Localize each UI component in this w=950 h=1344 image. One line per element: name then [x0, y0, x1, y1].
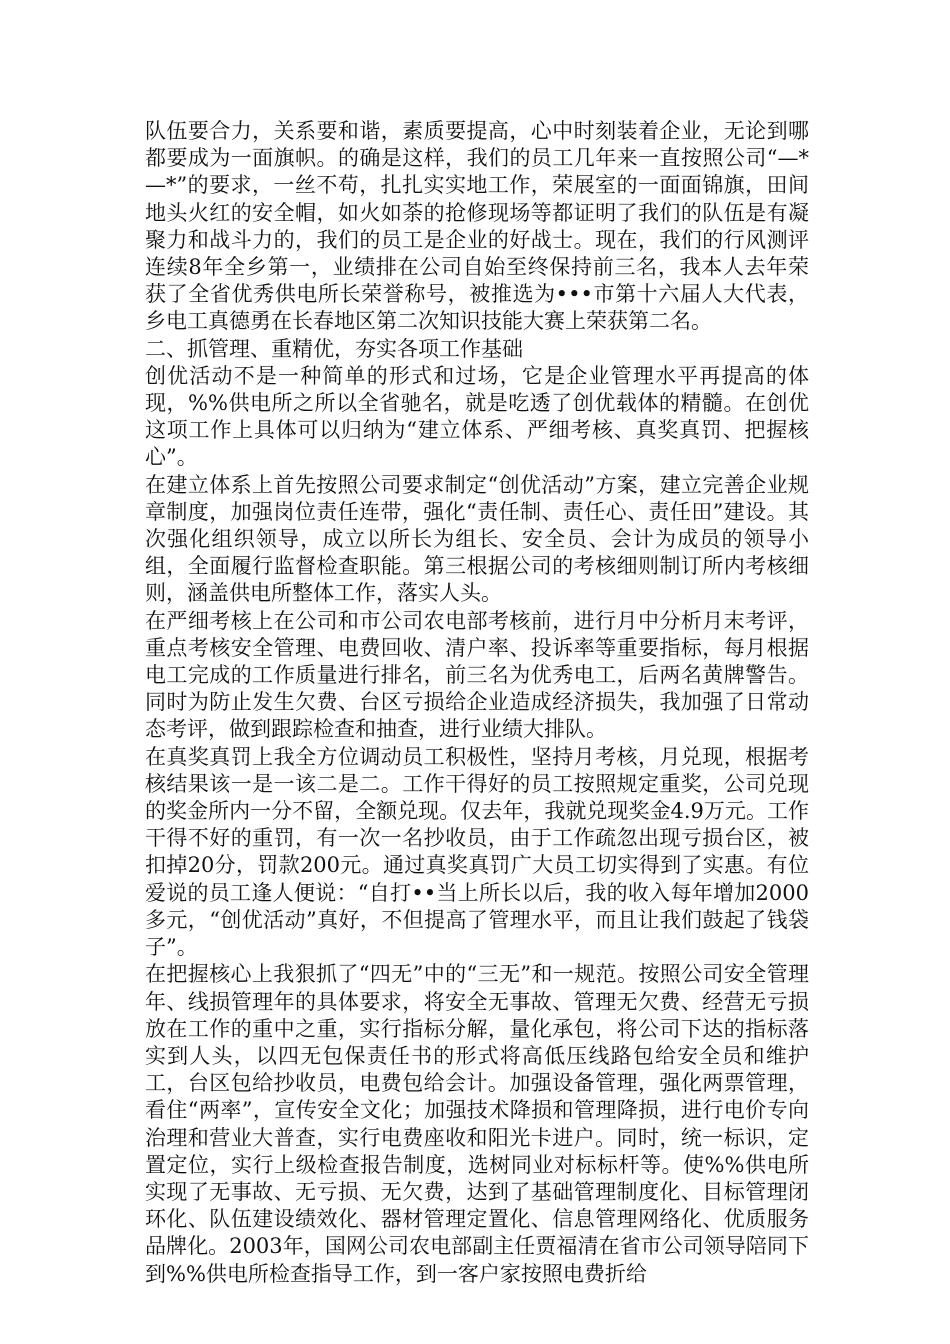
section-heading-management: 二、抓管理、重精优，夯实各项工作基础 — [145, 336, 523, 361]
paragraph-rewards-penalties: 在真奖真罚上我全方位调动员工积极性，坚持月考核，月兑现，根据考核结果该一是一该二是二。工作干得好的员工按照规定重奖，公司兑现的奖金所内一分不留，全额兑现。仅去年，我就兑现奖金4.9万元。工作干得不好的重罚，有一次一名抄收员，由于工作疏忽出现亏损台区，被扣掉20分，罚款200元。通过真奖真罚广大员工切实得到了实惠。有位爱说的员工逢人便说：“自打••当上所长以后，我的收入每年增加2000多元，“创优活动”真好，不但提高了管理水平，而且让我们鼓起了钱袋子”。 — [145, 744, 809, 960]
paragraph-system-building: 在建立体系上首先按照公司要求制定“创优活动”方案，建立完善企业规章制度，加强岗位责任连带，强化“责任制、责任心、责任田”建设。其次强化组织领导，成立以所长为组长、安全员、会计为成员的领导小组，全面履行监督检查职能。第三根据公司的考核细则制订所内考核细则，涵盖供电所整体工作，落实人头。 — [145, 472, 809, 606]
paragraph-core-focus: 在把握核心上我狠抓了“四无”中的“三无”和一规范。按照公司安全管理年、线损管理年的具体要求，将安全无事故、管理无欠费、经营无亏损放在工作的重中之重，实行指标分解，量化承包，将公司下达的指标落实到人头，以四无包保责任书的形式将高低压线路包给安全员和维护工，台区包给抄收员，电费包给会计。加强设备管理，强化两票管理，看住“两率”，宣传安全文化；加强技术降损和管理降损，进行电价专向治理和营业大普查，实行电费座收和阳光卡进户。同时，统一标识，定置定位，实行上级检查报告制度，选树同业对标标杆等。使%%供电所实现了无事故、无亏损、无欠费，达到了基础管理制度化、目标管理闭环化、队伍建设绩效化、器材管理定置化、信息管理网络化、优质服务品牌化。2003年，国网公司农电部副主任贾福清在省市公司领导陪同下到%%供电所检查指导工作，到一客户家按照电费折给 — [145, 962, 809, 1286]
paragraph-strict-assessment: 在严细考核上在公司和市公司农电部考核前，进行月中分析月末考评，重点考核安全管理、电费回收、清户率、投诉率等重要指标，每月根据电工完成的工作质量进行排名，前三名为优秀电工，后两名黄牌警告。同时为防止发生欠费、台区亏损给企业造成经济损失，我加强了日常动态考评，做到跟踪检查和抽查，进行业绩大排队。 — [145, 608, 809, 742]
paragraph-team-spirit: 队伍要合力，关系要和谐，素质要提高，心中时刻装着企业，无论到哪都要成为一面旗帜。的确是这样，我们的员工几年来一直按照公司“—*—*”的要求，一丝不苟，扎扎实实地工作，荣展室的一面面锦旗，田间地头火红的安全帽，如火如荼的抢修现场等都证明了我们的队伍是有凝聚力和战斗力的，我们的员工是企业的好战士。现在，我们的行风测评连续8年全乡第一，业绩排在公司自始至终保持前三名，我本人去年荣获了全省优秀供电所长荣誉称号，被推选为•••市第十六届人大代表，乡电工真德勇在长春地区第二次知识技能大赛上荣获第二名。 — [145, 119, 809, 334]
document-body — [145, 118, 809, 1288]
paragraph-excellence-activity: 创优活动不是一种简单的形式和过场，它是企业管理水平再提高的体现，%%供电所之所以全省驰名，就是吃透了创优载体的精髓。在创优这项工作上具体可以归纳为“建立体系、严细考核、真奖真罚、把握核心”。 — [145, 363, 809, 470]
